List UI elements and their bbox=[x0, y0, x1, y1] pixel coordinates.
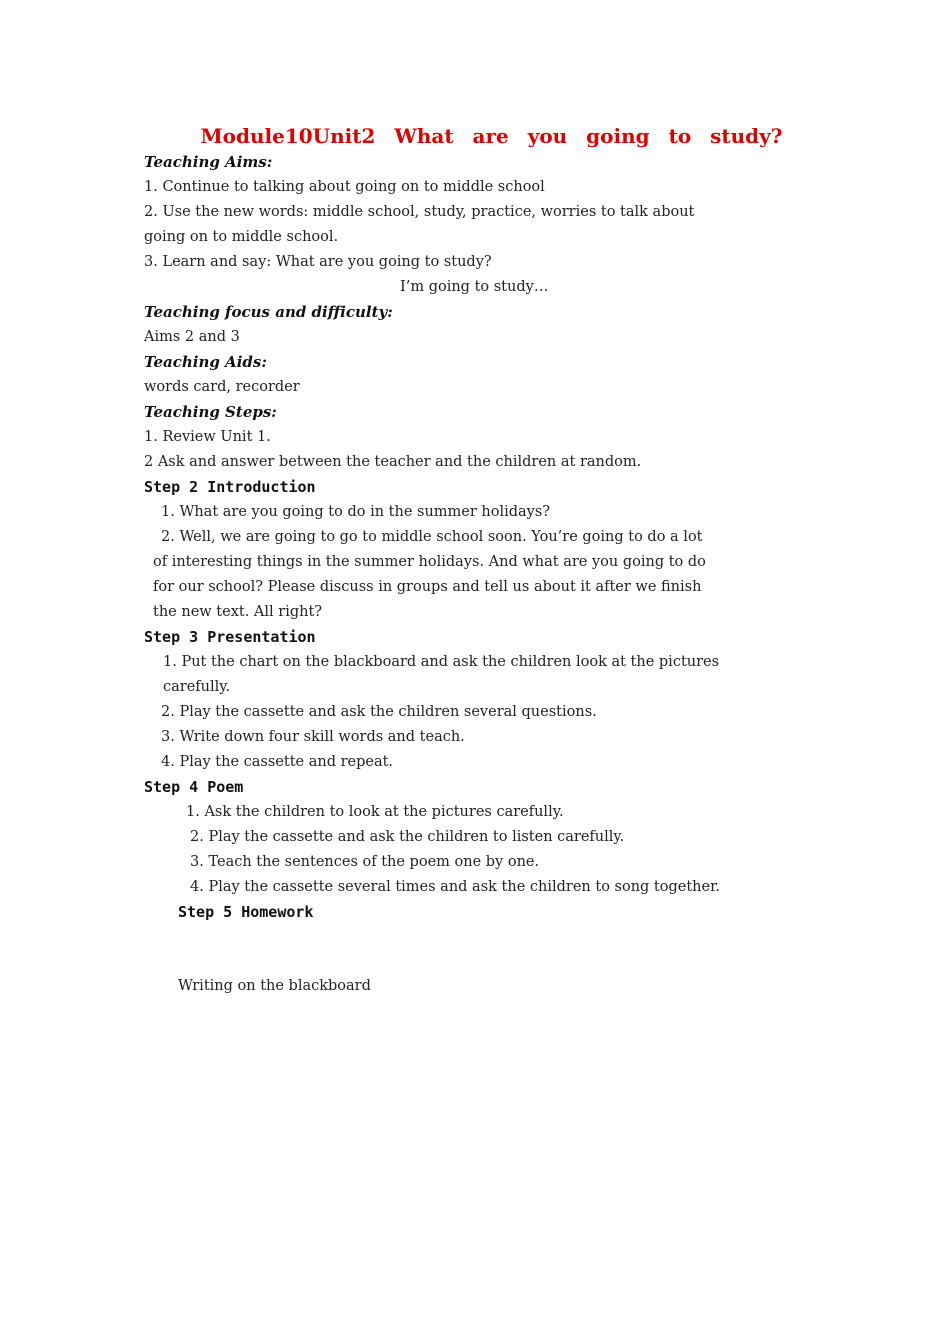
step2-line: 1. What are you going to do in the summer holidays? bbox=[161, 504, 551, 520]
step4-line: 3. Teach the sentences of the poem one by one. bbox=[190, 854, 540, 870]
aids-heading: Teaching Aids: bbox=[144, 353, 267, 371]
aim-line: 3. Learn and say: What are you going to study? bbox=[144, 254, 492, 270]
aim-line: 2. Use the new words: middle school, study, practice, worries to talk about bbox=[144, 204, 695, 220]
step2-line: the new text. All right? bbox=[153, 604, 323, 620]
steps-heading: Teaching Steps: bbox=[144, 403, 277, 421]
aim-line: 1. Continue to talking about going on to middle school bbox=[144, 179, 545, 195]
step2-line: 2. Well, we are going to go to middle school soon. You’re going to do a lot bbox=[161, 529, 703, 545]
step4-line: 2. Play the cassette and ask the children to listen carefully. bbox=[190, 829, 625, 845]
step3-line: 1. Put the chart on the blackboard and ask the children look at the pictures bbox=[163, 654, 720, 670]
step3-line: carefully. bbox=[163, 679, 231, 695]
step2-line: of interesting things in the summer holidays. And what are you going to do bbox=[153, 554, 706, 570]
step4-heading: Step 4 Poem bbox=[144, 778, 244, 796]
step3-line: 4. Play the cassette and repeat. bbox=[161, 754, 394, 770]
step2-heading: Step 2 Introduction bbox=[144, 478, 316, 496]
step4-line: 1. Ask the children to look at the pictures carefully. bbox=[186, 804, 564, 820]
step1-line: 2 Ask and answer between the teacher and the children at random. bbox=[144, 454, 642, 470]
step4-line: 4. Play the cassette several times and ask the children to song together. bbox=[190, 879, 721, 895]
step1-line: 1. Review Unit 1. bbox=[144, 429, 271, 445]
step2-line: for our school? Please discuss in groups and tell us about it after we finish bbox=[153, 579, 702, 595]
step3-line: 3. Write down four skill words and teach. bbox=[161, 729, 465, 745]
aims-heading: Teaching Aims: bbox=[144, 153, 273, 171]
focus-text: Aims 2 and 3 bbox=[144, 329, 240, 345]
step3-line: 2. Play the cassette and ask the children several questions. bbox=[161, 704, 597, 720]
aim-line: going on to middle school. bbox=[144, 229, 339, 245]
focus-heading: Teaching focus and difficulty: bbox=[144, 303, 393, 321]
writing-on-blackboard: Writing on the blackboard bbox=[178, 978, 371, 994]
aim-line: I’m going to study… bbox=[400, 279, 549, 295]
document-title: Module10Unit2 What are you going to study? bbox=[200, 124, 783, 148]
step3-heading: Step 3 Presentation bbox=[144, 628, 316, 646]
aids-text: words card, recorder bbox=[144, 379, 300, 395]
step5-heading: Step 5 Homework bbox=[178, 903, 314, 921]
